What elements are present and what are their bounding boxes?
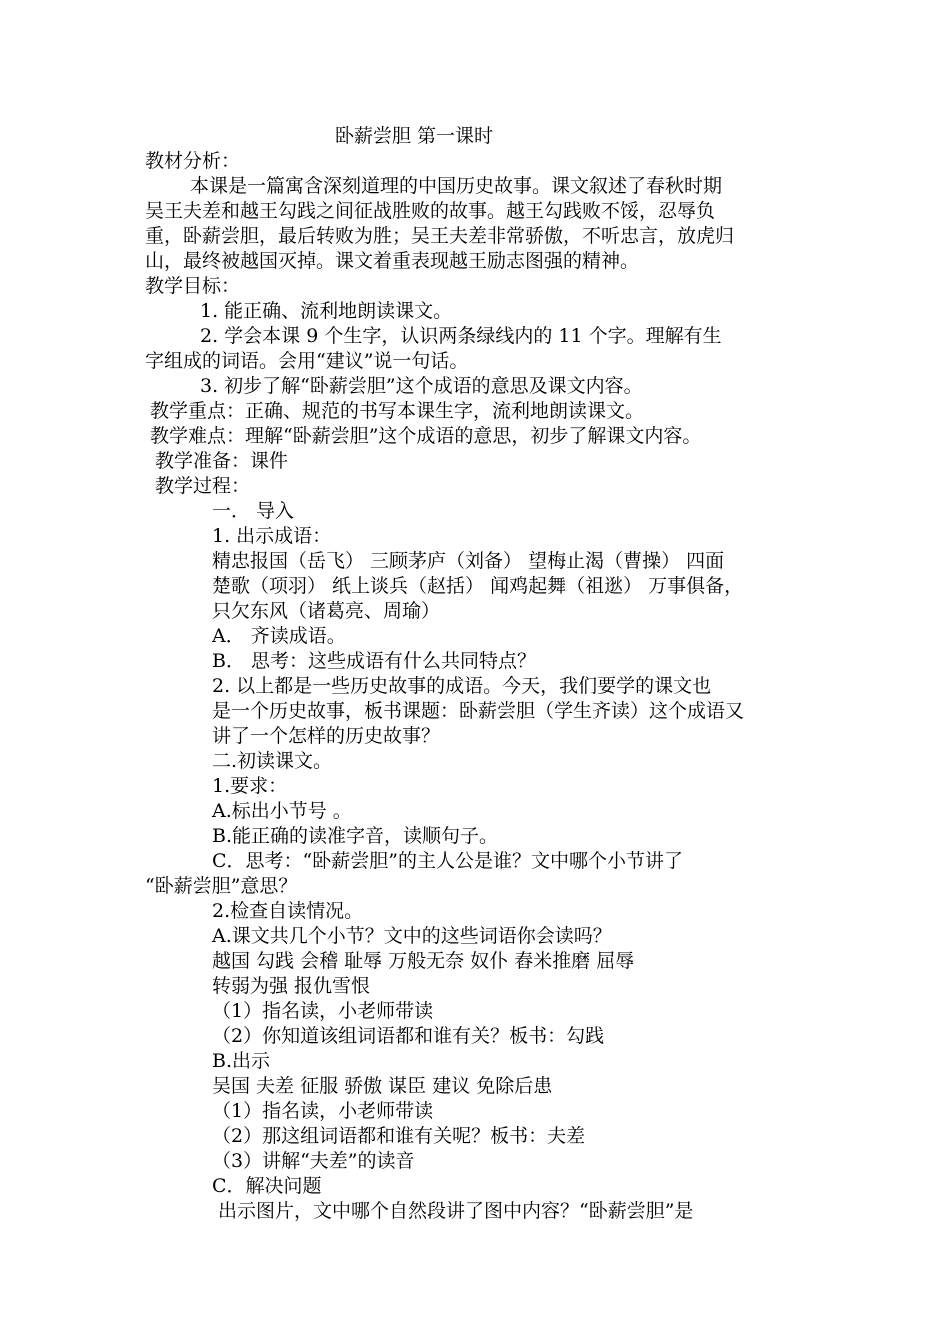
text-line: 1. 出示成语： — [212, 525, 332, 547]
text-line: 本课是一篇寓含深刻道理的中国历史故事。课文叙述了春秋时期 — [190, 175, 723, 197]
text-line: 越国 勾践 会稽 耻辱 万般无奈 奴仆 舂米推磨 屈辱 — [212, 950, 635, 972]
text-line: （2）你知道该组词语都和谁有关？板书：勾践 — [212, 1025, 605, 1047]
text-line: 山，最终被越国灭掉。课文着重表现越王励志图强的精神。 — [145, 250, 640, 272]
text-line: （1）指名读，小老师带读 — [212, 1100, 434, 1122]
text-line: 重，卧薪尝胆，最后转败为胜；吴王夫差非常骄傲，不听忠言，放虎归 — [145, 225, 735, 247]
text-line: 1. 能正确、流利地朗读课文。 — [200, 300, 453, 322]
text-line: 转弱为强 报仇雪恨 — [212, 975, 371, 997]
text-line: A． 齐读成语。 — [212, 625, 346, 647]
text-line: 教学目标： — [145, 275, 241, 297]
text-line: B.出示 — [212, 1050, 271, 1072]
text-line: （3）讲解“夫差”的读音 — [212, 1150, 415, 1172]
text-line: A.标出小节号 。 — [212, 800, 352, 822]
text-line: 教学准备：课件 — [155, 450, 289, 472]
text-line: B． 思考：这些成语有什么共同特点？ — [212, 650, 537, 672]
text-line: 教学难点：理解“卧薪尝胆”这个成语的意思，初步了解课文内容。 — [150, 425, 702, 447]
text-line: 教学过程： — [155, 475, 251, 497]
text-line: B.能正确的读准字音，读顺句子。 — [212, 825, 499, 847]
text-line: 讲了一个怎样的历史故事？ — [212, 725, 441, 747]
text-line: （1）指名读，小老师带读 — [212, 1000, 434, 1022]
text-line: 1.要求： — [212, 775, 288, 797]
text-line: “卧薪尝胆”意思？ — [145, 875, 298, 897]
text-line: C．解决问题 — [212, 1175, 322, 1197]
text-line: 教材分析： — [145, 150, 241, 172]
text-line: 楚歌（项羽） 纸上谈兵（赵括） 闻鸡起舞（祖逖） 万事俱备， — [212, 575, 744, 597]
text-line: 2. 学会本课 9 个生字，认识两条绿线内的 11 个字。理解有生 — [200, 325, 722, 347]
text-line: （2）那这组词语都和谁有关呢？板书：夫差 — [212, 1125, 586, 1147]
text-line: 3. 初步了解“卧薪尝胆”这个成语的意思及课文内容。 — [200, 375, 643, 397]
text-line: 精忠报国（岳飞） 三顾茅庐（刘备） 望梅止渴（曹操） 四面 — [212, 550, 725, 572]
text-line: 只欠东风（诸葛亮、周瑜） — [212, 600, 441, 622]
text-line: 教学重点：正确、规范的书写本课生字，流利地朗读课文。 — [150, 400, 645, 422]
text-line: A.课文共几个小节？文中的这些词语你会读吗？ — [212, 925, 612, 947]
text-line: 是一个历史故事，板书课题：卧薪尝胆（学生齐读）这个成语又 — [212, 700, 745, 722]
text-line: 一． 导入 — [212, 500, 295, 522]
document-title: 卧薪尝胆 第一课时 — [335, 125, 494, 147]
text-line: 出示图片，文中哪个自然段讲了图中内容？“卧薪尝胆”是 — [218, 1200, 694, 1222]
text-line: 二.初读课文。 — [212, 750, 333, 772]
text-line: 2. 以上都是一些历史故事的成语。今天，我们要学的课文也 — [212, 675, 712, 697]
text-line: 字组成的词语。会用“建议”说一句话。 — [145, 350, 469, 372]
text-line: 吴国 夫差 征服 骄傲 谋臣 建议 免除后患 — [212, 1075, 553, 1097]
text-line: 2.检查自读情况。 — [212, 900, 364, 922]
text-line: C．思考：“卧薪尝胆”的主人公是谁？文中哪个小节讲了 — [212, 850, 683, 872]
text-line: 吴王夫差和越王勾践之间征战胜败的故事。越王勾践败不馁，忍辱负 — [145, 200, 716, 222]
